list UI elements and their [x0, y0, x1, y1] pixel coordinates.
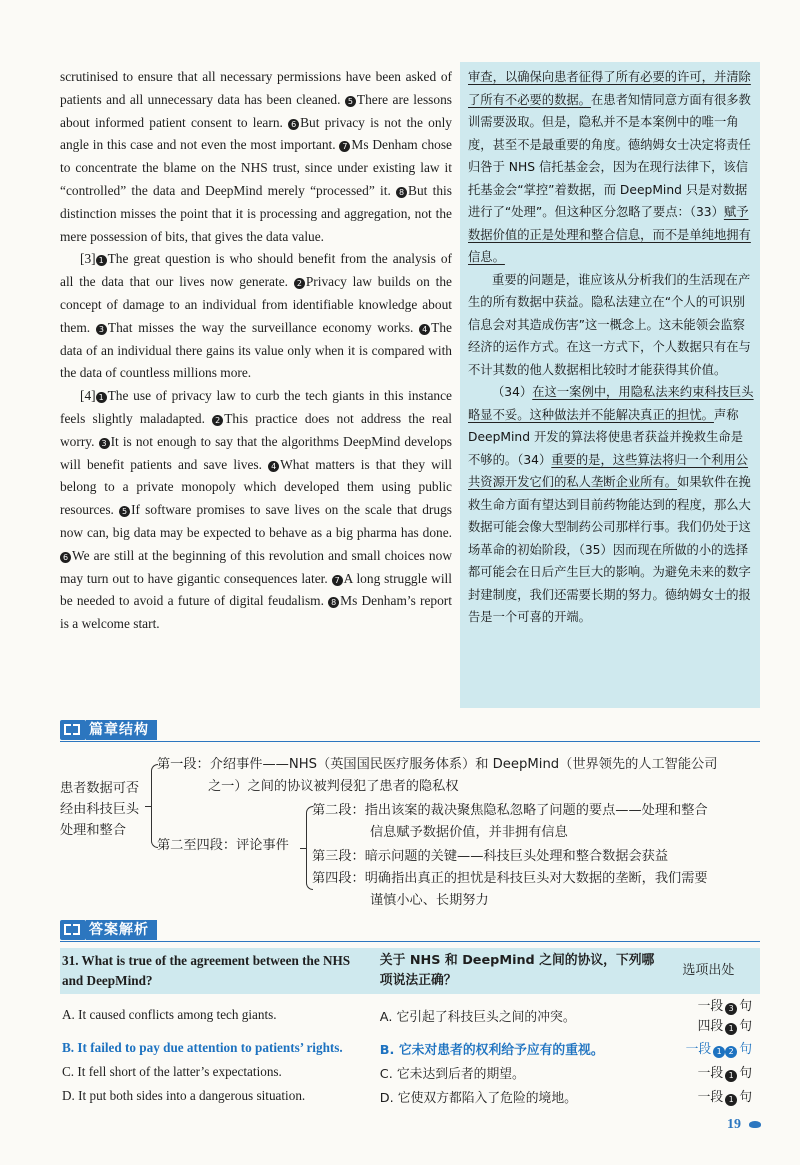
translation-sentence: 为避免未来的数字封建制度，我们还需要长期的努力。德纳姆女士的报告是一个可喜的开端。 [468, 565, 751, 624]
page-number: 19 [727, 1117, 741, 1132]
structure-branch-1-cont: 之一）之间的协议被判侵犯了患者的隐私权 [208, 779, 459, 794]
section-title: 篇章结构 [86, 720, 157, 740]
sentence-number-icon: 1 [725, 1094, 737, 1106]
sentence-number-icon: 3 [725, 1003, 737, 1015]
source-text: 句 [739, 1066, 752, 1081]
sentence-number-icon: 1 [713, 1046, 725, 1058]
question-chinese: 关于 NHS 和 DeepMind 之间的协议，下列哪项说法正确？ [374, 948, 663, 994]
paragraph-marker: [3] [80, 251, 96, 267]
option-chinese: B. 它未对患者的权利给予应有的重视。 [379, 1042, 604, 1058]
sentence-number-icon: 3 [99, 438, 110, 449]
section-title: 答案解析 [86, 920, 157, 940]
option-source [663, 1060, 760, 1084]
section-divider [60, 741, 760, 742]
chinese-translation-panel [460, 62, 760, 708]
sentence: The great question is who should benefit from the analysis of all the data that our lives now generate. [60, 251, 452, 290]
paragraph-marker: [4] [80, 388, 96, 404]
sentence-number-icon: 8 [328, 597, 339, 608]
sentence: What matters is that they will belong to a private monopoly which developed them using public resources. [60, 456, 452, 518]
source-text: 一段 [697, 999, 724, 1014]
sentence: Privacy law builds on the concept of damage to an individual from identifiable knowledge about them. [60, 274, 452, 335]
option-english: C. It fell short of the latter’s expectations. [62, 1064, 282, 1079]
structure-sub-4: 第四段：明确指出真正的担忧是科技巨头对大数据的垄断，我们需要 [312, 871, 708, 886]
translation-sentence: 重要的是，这些算法将归一个利用公共资源开发它们的私人垄断企业所有。 [468, 452, 749, 489]
question-row [60, 948, 760, 994]
sentence-number-icon: 8 [396, 187, 407, 198]
option-source [663, 1036, 760, 1060]
english-passage [60, 66, 452, 636]
structure-sub-2-cont: 信息赋予数据价值，并非拥有信息 [370, 825, 568, 840]
translation-sentence: 在这一方式下，个人数据只有在与不计其数的他人数据相比较时才能获得其价值。 [468, 340, 751, 377]
sentence-number-icon: 3 [96, 324, 107, 335]
option-row [60, 1060, 760, 1084]
sentence: Ms Denham’s report is a welcome start. [60, 593, 452, 632]
option-english: A. It caused conflicts among tech giants. [62, 1007, 277, 1022]
sentence-number-icon: 7 [332, 575, 343, 586]
translation-sentence: 声称 DeepMind 开发的算法将使患者获益并挽救生命是不够的。（34） [468, 407, 743, 467]
question-ref: （33） [689, 205, 724, 219]
translation-sentence: 赋予数据价值的正是处理和整合信息，而不是单纯地拥有信息。 [468, 205, 751, 264]
answer-table [60, 948, 760, 1108]
question-ref: （34） [492, 385, 533, 399]
translation-sentence: 隐私法建立在“个人的可识别信息会对其造成伤害”这一概念上。 [468, 295, 745, 332]
sentence-number-icon: 4 [268, 461, 279, 472]
sentence-number-icon: 6 [60, 552, 71, 563]
structure-branch-2: 第二至四段：评论事件 [157, 838, 289, 853]
source-header: 选项出处 [663, 948, 760, 994]
translation-sentence: 重要的问题是，谁应该从分析我们的生活现在产生的所有数据中获益。 [468, 272, 751, 309]
sentence-number-icon: 1 [96, 392, 107, 403]
sentence: The data of an individual there gains its value only when it is compared with the data of countless millions more. [60, 319, 452, 381]
sentence-number-icon: 4 [419, 324, 430, 335]
sentence: Ms Denham chose to concentrate the blame on the NHS trust, since under existing law it “controlled” the data and DeepMind merely “processed” it. [60, 137, 452, 198]
option-source [663, 994, 760, 1036]
translation-sentence: 在患者知情同意方面有很多教训需要汲取。 [468, 92, 751, 129]
translation-sentence: 在这一案例中，用隐私法来约束科技巨头略显不妥。这种做法并不能解决真正的担忧。 [468, 385, 754, 422]
sentence-number-icon: 6 [288, 119, 299, 130]
source-text: 一段 [697, 1066, 724, 1081]
answers-section-header [60, 918, 157, 942]
translation-sentence: 审查，以确保向患者征得了所有必要的许可，并清除了所有不必要的数据。 [468, 70, 751, 107]
source-text: 句 [739, 1090, 752, 1105]
structure-branch-1: 第一段：介绍事件——NHS（英国国民医疗服务体系）和 DeepMind（世界领先的人工智能公司 [157, 757, 718, 772]
sentence-number-icon: 1 [96, 255, 107, 266]
source-text: 一段 [697, 1090, 724, 1105]
paragraph-1-end [60, 66, 452, 248]
option-english: B. It failed to pay due attention to patients’ rights. [62, 1040, 343, 1055]
sentence: The use of privacy law to curb the tech giants in this instance feels slightly maladapted. [60, 388, 452, 426]
option-row [60, 1084, 760, 1108]
sentence-number-icon: 2 [725, 1046, 737, 1058]
book-icon [60, 920, 86, 940]
sentence: But privacy is not the only angle in this case and not even the most important. [60, 114, 452, 153]
paragraph-3 [60, 248, 452, 385]
option-row [60, 994, 760, 1036]
sentence: We are still at the beginning of this revolution and small choices now may turn out to have gigantic consequences later. [60, 547, 452, 586]
option-chinese: A. 它引起了科技巨头之间的冲突。 [379, 1009, 576, 1025]
sentence-number-icon: 7 [339, 141, 350, 152]
sentence-number-icon: 5 [345, 96, 356, 107]
source-text: 句 [739, 1042, 752, 1057]
sentence-number-icon: 5 [119, 506, 130, 517]
page-mark-icon [749, 1121, 761, 1128]
source-text: 句 [739, 1019, 752, 1034]
section-divider [60, 941, 760, 942]
option-chinese: C. 它未达到后者的期望。 [379, 1066, 525, 1082]
sentence: That misses the way the surveillance economy works. [107, 319, 414, 335]
sentence: This practice does not address the real worry. [60, 410, 452, 449]
structure-sub-3: 第三段：暗示问题的关键——科技巨头处理和整合数据会获益 [312, 849, 669, 864]
option-english: D. It put both sides into a dangerous situation. [62, 1088, 306, 1103]
translation-sentence: 但是，隐私并不是本案例中的唯一角度，甚至不是最重要的角度。 [468, 115, 739, 152]
sentence-number-icon: 1 [725, 1023, 737, 1035]
sentence: There are lessons about informed patient consent to learn. [60, 91, 452, 130]
translation-paragraph-1 [468, 66, 754, 269]
structure-sub-4-cont: 谨慎小心、长期努力 [370, 893, 489, 908]
paragraph-4 [60, 385, 452, 636]
structure-root: 患者数据可否经由科技巨头处理和整合 [60, 781, 140, 838]
sentence: A long struggle will be needed to avoid a future of digital feudalism. [60, 570, 452, 609]
sentence-number-icon: 2 [212, 415, 223, 426]
book-icon [60, 720, 86, 740]
sentence-number-icon: 2 [294, 278, 305, 289]
question-english: 31. What is true of the agreement between the NHS and DeepMind? [60, 948, 374, 994]
structure-sub-2: 第二段：指出该案的裁决聚焦隐私忽略了问题的要点——处理和整合 [312, 803, 708, 818]
sentence: It is not enough to say that the algorithms DeepMind develops will benefit patients and save lives. [60, 433, 452, 472]
sentence: scrutinised to ensure that all necessary permissions have been asked of patients and all unnecessary data has been cleaned. [60, 69, 452, 107]
translation-paragraph-3 [468, 269, 754, 382]
source-text: 一段 [685, 1042, 712, 1057]
option-chinese: D. 它使双方都陷入了危险的境地。 [379, 1090, 577, 1106]
sentence-number-icon: 1 [725, 1070, 737, 1082]
sentence: If software promises to save lives on the scale that drugs now can, big data may be expected to behave as a big pharma has done. [60, 502, 452, 540]
sentence: But this distinction misses the point that it is processing and aggregation, not the mere possession of bits, that gives the data value. [60, 182, 452, 244]
translation-paragraph-4 [468, 381, 754, 629]
option-row-correct [60, 1036, 760, 1060]
translation-sentence: 这未能领会监察经济的运作方式。 [468, 317, 745, 354]
source-text: 句 [739, 999, 752, 1014]
translation-sentence: 我们仍处于这场革命的初始阶段，（35）因而现在所做的小的选择都可能会在日后产生巨大的影响。 [468, 520, 751, 579]
translation-sentence: 德纳姆女士决定将责任归咎于 NHS 信托基金会，因为在现行法律下，该信托基金会“掌控”着数据，而 DeepMind 只是对数据进行了“处理”。但这种区分忽略了要点： [468, 137, 751, 219]
structure-section-header [60, 718, 157, 742]
translation-sentence: 如果软件在挽救生命方面有望达到目前药物能达到的程度，那么大数据可能会像大型制药公司那样行事。 [468, 475, 751, 534]
option-source [663, 1084, 760, 1108]
source-text: 四段 [697, 1019, 724, 1034]
